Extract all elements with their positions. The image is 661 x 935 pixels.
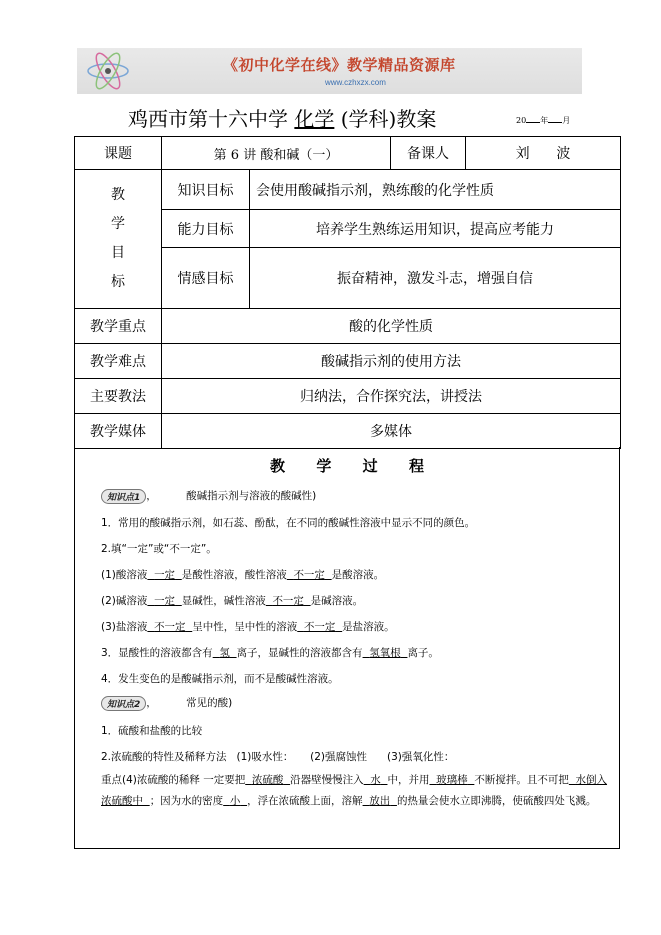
school-name: 鸡西市第十六中学 <box>128 107 295 131</box>
ability-goal-label: 能力目标 <box>162 210 250 248</box>
teaching-process-section <box>74 447 620 849</box>
atom-logo-icon <box>85 52 131 90</box>
media-label: 教学媒体 <box>75 414 162 449</box>
line-4: (2)碱溶液 一定 显碱性，碱性溶液 不一定 是碱溶液。 <box>101 595 364 607</box>
line-5: (3)盐溶液 不一定 呈中性，呈中性的溶液 不一定 是盐溶液。 <box>101 621 395 633</box>
date-field: 20 年 月 <box>516 116 571 125</box>
difficulty-label: 教学难点 <box>75 344 162 379</box>
knowledge-goal-label: 知识目标 <box>162 170 250 210</box>
knowledge-point-1-title: 酸碱指示剂与溶液的酸碱性) <box>186 490 317 502</box>
emotion-goal: 振奋精神，激发斗志，增强自信 <box>250 248 621 309</box>
method: 归纳法，合作探究法，讲授法 <box>162 379 621 414</box>
knowledge-point-2-badge: 知识点2 <box>101 696 146 711</box>
line-8: 1．硫酸和盐酸的比较 <box>101 725 203 737</box>
subject-name: 化学 <box>294 107 335 131</box>
preparer-value: 刘 波 <box>466 137 621 170</box>
line-6: 3．显酸性的溶液都含有 氢 离子，显碱性的溶液都含有 氢氧根 离子。 <box>101 647 439 659</box>
method-label: 主要教法 <box>75 379 162 414</box>
emotion-goal-label: 情感目标 <box>162 248 250 309</box>
line-7: 4．发生变色的是酸碱指示剂，而不是酸碱性溶液。 <box>101 673 339 685</box>
line-2: 2.填“一定”或“不一定”。 <box>101 543 217 555</box>
banner-url: www.czhxzx.com <box>325 78 386 87</box>
knowledge-point-1-badge: 知识点1 <box>101 489 146 504</box>
knowledge-point-2-heading: 知识点2 ， 常见的酸) <box>101 695 232 711</box>
media: 多媒体 <box>162 414 621 449</box>
resource-banner <box>77 48 582 94</box>
lesson-plan-table <box>74 136 621 449</box>
difficulty: 酸碱指示剂的使用方法 <box>162 344 621 379</box>
ability-goal: 培养学生熟练运用知识，提高应考能力 <box>250 210 621 248</box>
knowledge-point-2-title: 常见的酸) <box>186 697 233 709</box>
knowledge-goal: 会使用酸碱指示剂，熟练酸的化学性质 <box>250 170 621 210</box>
topic-label: 课题 <box>75 137 162 170</box>
dilution-paragraph: 重点(4)浓硫酸的稀释 一定要把 浓硫酸 沿器壁慢慢注入 水 中，并用 玻璃棒 不断搅拌。且不可把 水倒入浓硫酸中 ；因为水的密度 小 ，浮在浓硫酸上面，溶解 放出 的热量会使水立即沸腾，使硫酸四处飞溅。 <box>101 774 608 807</box>
preparer-label: 备课人 <box>391 137 466 170</box>
page-title <box>128 103 436 132</box>
topic-value: 第 6 讲 酸和碱（一） <box>162 137 391 170</box>
line-9: 2.浓硫酸的特性及稀释方法 (1)吸水性： (2)强腐蚀性 (3)强氧化性： <box>101 751 455 763</box>
line-3: (1)酸溶液 一定 是酸性溶液，酸性溶液 不一定 是酸溶液。 <box>101 569 385 581</box>
title-suffix: (学科)教案 <box>334 107 437 131</box>
process-title: 教 学 过 程 <box>270 457 424 475</box>
goals-label: 教 学 目 标 <box>75 170 162 309</box>
banner-title: 《初中化学在线》教学精品资源库 <box>223 56 456 74</box>
knowledge-point-1-heading: 知识点1 ， 酸碱指示剂与溶液的酸碱性) <box>101 488 316 504</box>
line-1: 1．常用的酸碱指示剂，如石蕊、酚酞，在不同的酸碱性溶液中显示不同的颜色。 <box>101 517 476 529</box>
key-point: 酸的化学性质 <box>162 309 621 344</box>
key-point-label: 教学重点 <box>75 309 162 344</box>
